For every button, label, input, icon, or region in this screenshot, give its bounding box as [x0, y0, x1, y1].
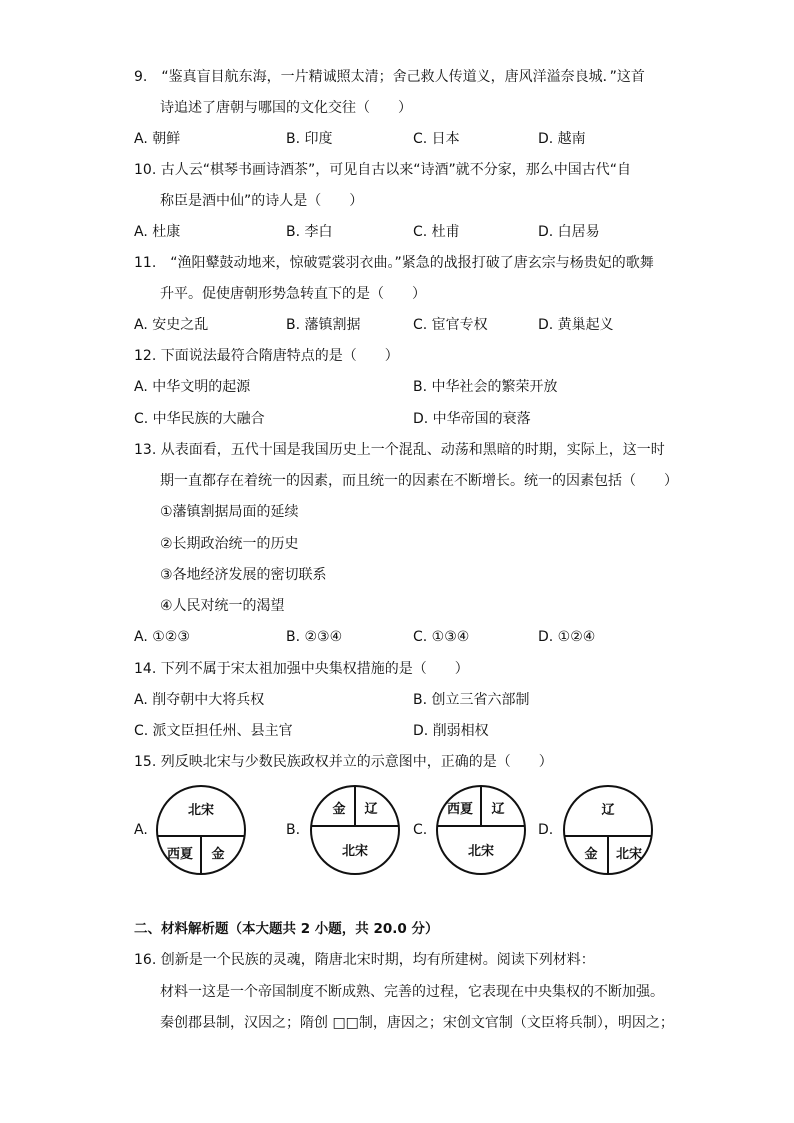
diagram-b-top-0: 金	[332, 802, 346, 817]
q11-option-b: B. 藩镇割据	[286, 317, 361, 333]
q13-statement-4: ④人民对统一的渴望	[160, 598, 285, 614]
q13-statement-3: ③各地经济发展的密切联系	[160, 567, 327, 583]
q10-option-c: C. 杜甫	[413, 224, 460, 240]
q9-stem-line1: 9. “鉴真盲目航东海，一片精诚照太清；舍己救人传道义，唐风洋溢奈良城．”这首	[134, 69, 645, 85]
diagram-d-top-0: 辽	[601, 803, 615, 818]
q15-diagram-a-label: A.	[134, 822, 148, 838]
q13-stem-line2: 期一直都存在着统一的因素，而且统一的因素在不断增长。统一的因素包括（ ）	[160, 473, 678, 489]
q14-option-b: B. 创立三省六部制	[413, 692, 530, 708]
q15-diagram-d-label: D.	[538, 822, 554, 838]
diagram-a-bottom-0: 西夏	[166, 847, 194, 862]
diagram-b-bottom-0: 北宋	[341, 844, 369, 859]
q13-statement-1: ①藩镇割据局面的延续	[160, 504, 299, 520]
q15-diagram-b-label: B.	[286, 822, 301, 838]
q10-option-a: A. 杜康	[134, 224, 181, 240]
q13-option-d: D. ①②④	[538, 629, 596, 645]
section2-title: 二、材料解析题（本大题共 2 小题，共 20.0 分）	[134, 921, 439, 937]
q13-stem-line1: 13. 从表面看，五代十国是我国历史上一个混乱、动荡和黑暗的时期，实际上，这一时	[134, 442, 665, 458]
diagram-d-bottom-1: 北宋	[615, 847, 643, 862]
diagram-b-top-1: 辽	[364, 802, 378, 817]
diagram-a-top-0: 北宋	[187, 803, 215, 818]
q12-stem-line1: 12. 下面说法最符合隋唐特点的是（ ）	[134, 348, 399, 364]
q12-option-c: C. 中华民族的大融合	[134, 411, 265, 427]
q16-line1: 16. 创新是一个民族的灵魂，隋唐北宋时期，均有所建树。阅读下列材料：	[134, 952, 595, 968]
q10-stem-line2: 称臣是酒中仙”的诗人是（ ）	[160, 193, 364, 209]
q9-option-c: C. 日本	[413, 131, 460, 147]
diagram-c-top-0: 西夏	[446, 802, 474, 817]
q11-option-c: C. 宦官专权	[413, 317, 488, 333]
q16-line2: 材料一这是一个帝国制度不断成熟、完善的过程，它表现在中央集权的不断加强。	[160, 984, 664, 1000]
q13-statement-2: ②长期政治统一的历史	[160, 536, 299, 552]
q9-option-d: D. 越南	[538, 131, 586, 147]
q11-stem-line1: 11. “渔阳鼙鼓动地来，惊破霓裳羽衣曲。”紧急的战报打破了唐玄宗与杨贵妃的歌舞	[134, 255, 654, 271]
q14-stem-line1: 14. 下列不属于宋太祖加强中央集权措施的是（ ）	[134, 661, 469, 677]
q15-diagram-c	[436, 784, 526, 880]
q11-option-d: D. 黄巢起义	[538, 317, 614, 333]
q13-option-a: A. ①②③	[134, 629, 190, 645]
q15-diagram-c-label: C.	[413, 822, 428, 838]
q11-stem-line2: 升平。促使唐朝形势急转直下的是（ ）	[160, 286, 426, 302]
q16-line3: 秦创郡县制，汉因之；隋创 □□制，唐因之；宋创文官制（文臣将兵制），明因之；	[160, 1015, 674, 1031]
diagram-d-bottom-0: 金	[584, 847, 598, 862]
q9-stem-line2: 诗追述了唐朝与哪国的文化交往（ ）	[160, 100, 412, 116]
q15-diagram-b	[310, 784, 400, 880]
q12-option-a: A. 中华文明的起源	[134, 379, 251, 395]
q14-option-a: A. 削夺朝中大将兵权	[134, 692, 265, 708]
q12-option-d: D. 中华帝国的衰落	[413, 411, 531, 427]
q11-option-a: A. 安史之乱	[134, 317, 209, 333]
q14-option-d: D. 削弱相权	[413, 723, 489, 739]
diagram-c-top-1: 辽	[491, 802, 505, 817]
q15-diagram-d	[563, 784, 653, 880]
q13-option-c: C. ①③④	[413, 629, 470, 645]
q10-option-d: D. 白居易	[538, 224, 600, 240]
diagram-a-bottom-1: 金	[211, 847, 225, 862]
q10-stem-line1: 10. 古人云“棋琴书画诗酒茶”，可见自古以来“诗酒”就不分家，那么中国古代“自	[134, 162, 631, 178]
q15-diagram-a	[156, 784, 246, 880]
diagram-c-bottom-0: 北宋	[467, 844, 495, 859]
q9-option-b: B. 印度	[286, 131, 333, 147]
q13-option-b: B. ②③④	[286, 629, 343, 645]
q14-option-c: C. 派文臣担任州、县主官	[134, 723, 293, 739]
q15-stem-line1: 15. 列反映北宋与少数民族政权并立的示意图中，正确的是（ ）	[134, 754, 553, 770]
q10-option-b: B. 李白	[286, 224, 333, 240]
q12-option-b: B. 中华社会的繁荣开放	[413, 379, 558, 395]
q9-option-a: A. 朝鲜	[134, 131, 181, 147]
